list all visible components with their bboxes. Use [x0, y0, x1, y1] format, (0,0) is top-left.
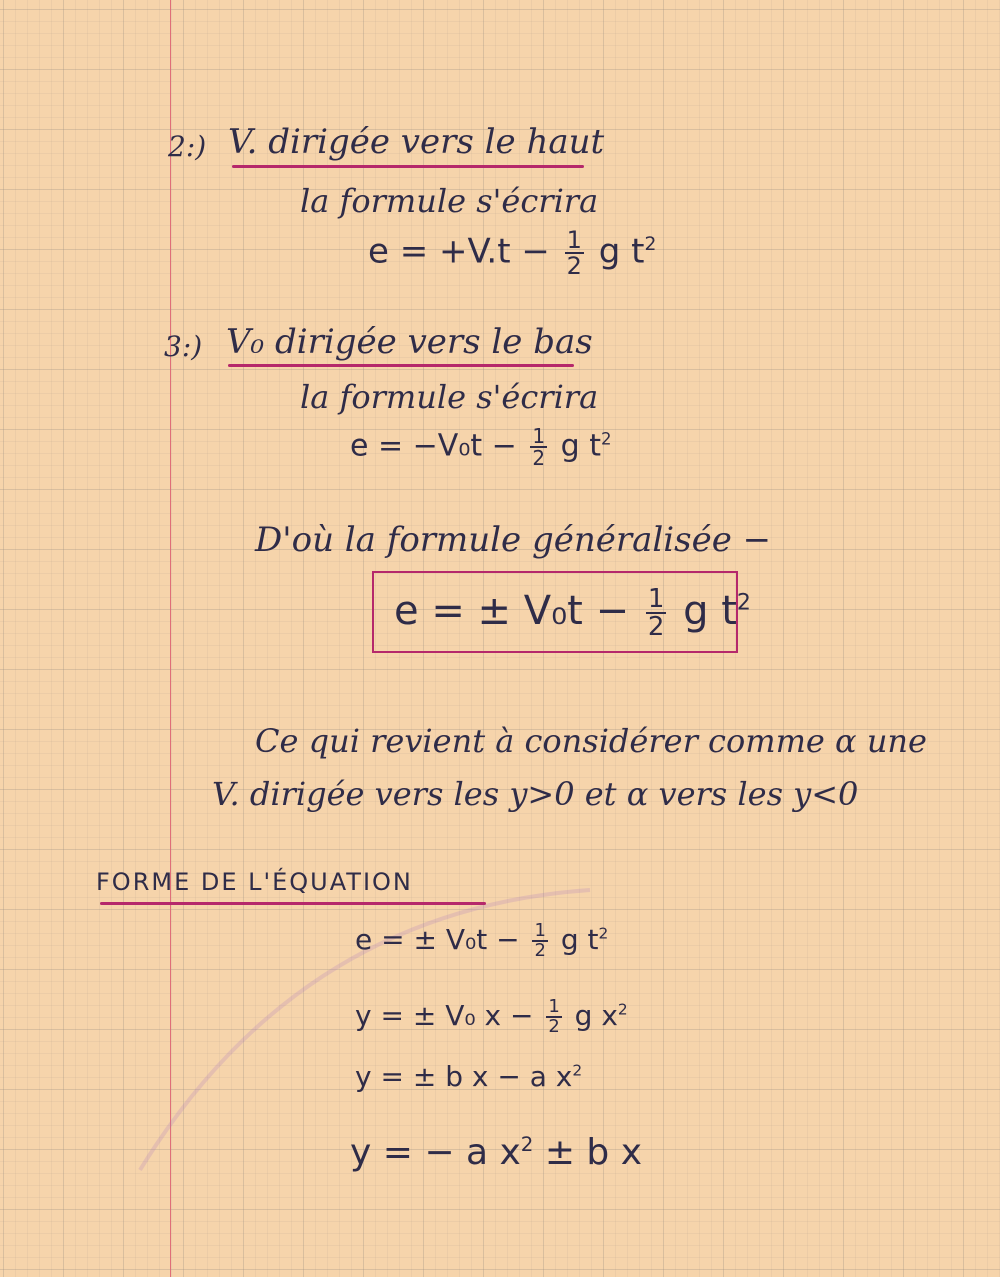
general-formula: e = ± V₀t − $\frac{1}{2}$ g $t^2$: [394, 584, 751, 642]
fraction: $\frac{1}{2}$: [647, 584, 665, 642]
section2-heading: V. dirigée vers le haut: [228, 122, 605, 162]
equation-1: e = ± V₀t − $\frac{1}{2}$ g $t^2$: [355, 920, 609, 961]
fraction: $\frac{1}{2}$: [532, 424, 546, 470]
section3-heading: V₀ dirigée vers le bas: [226, 322, 593, 362]
section3-formula: e = −V₀t − $\frac{1}{2}$ g $t^2$: [350, 424, 612, 470]
remark-line2: V. dirigée vers les y>0 et α vers les y<0: [212, 775, 859, 813]
remark-line1: Ce qui revient à considérer comme α une: [255, 722, 927, 760]
section2-number: 2:): [168, 130, 207, 163]
fraction: $\frac{1}{2}$: [566, 226, 582, 280]
fraction: $\frac{1}{2}$: [548, 996, 560, 1037]
section3-underline: [228, 364, 574, 367]
fraction: $\frac{1}{2}$: [534, 920, 546, 961]
equation-form-underline: [100, 902, 486, 905]
equation-3: y = ± b x − a $x^2$: [355, 1060, 583, 1093]
section3-text: la formule s'écrira: [300, 378, 599, 416]
section3-number: 3:): [164, 330, 203, 363]
section2-text: la formule s'écrira: [300, 182, 599, 220]
section2-underline: [232, 165, 584, 168]
equation-form-heading: FORME DE L'ÉQUATION: [96, 868, 413, 896]
equation-2: y = ± V₀ x − $\frac{1}{2}$ g $x^2$: [355, 996, 628, 1037]
general-intro: D'où la formule généralisée −: [255, 520, 772, 560]
equation-4: y = − a $x^2 \pm b$ x: [350, 1132, 643, 1173]
section2-formula: e = +V.t − $\frac{1}{2}$ g $t^2$: [368, 226, 657, 280]
